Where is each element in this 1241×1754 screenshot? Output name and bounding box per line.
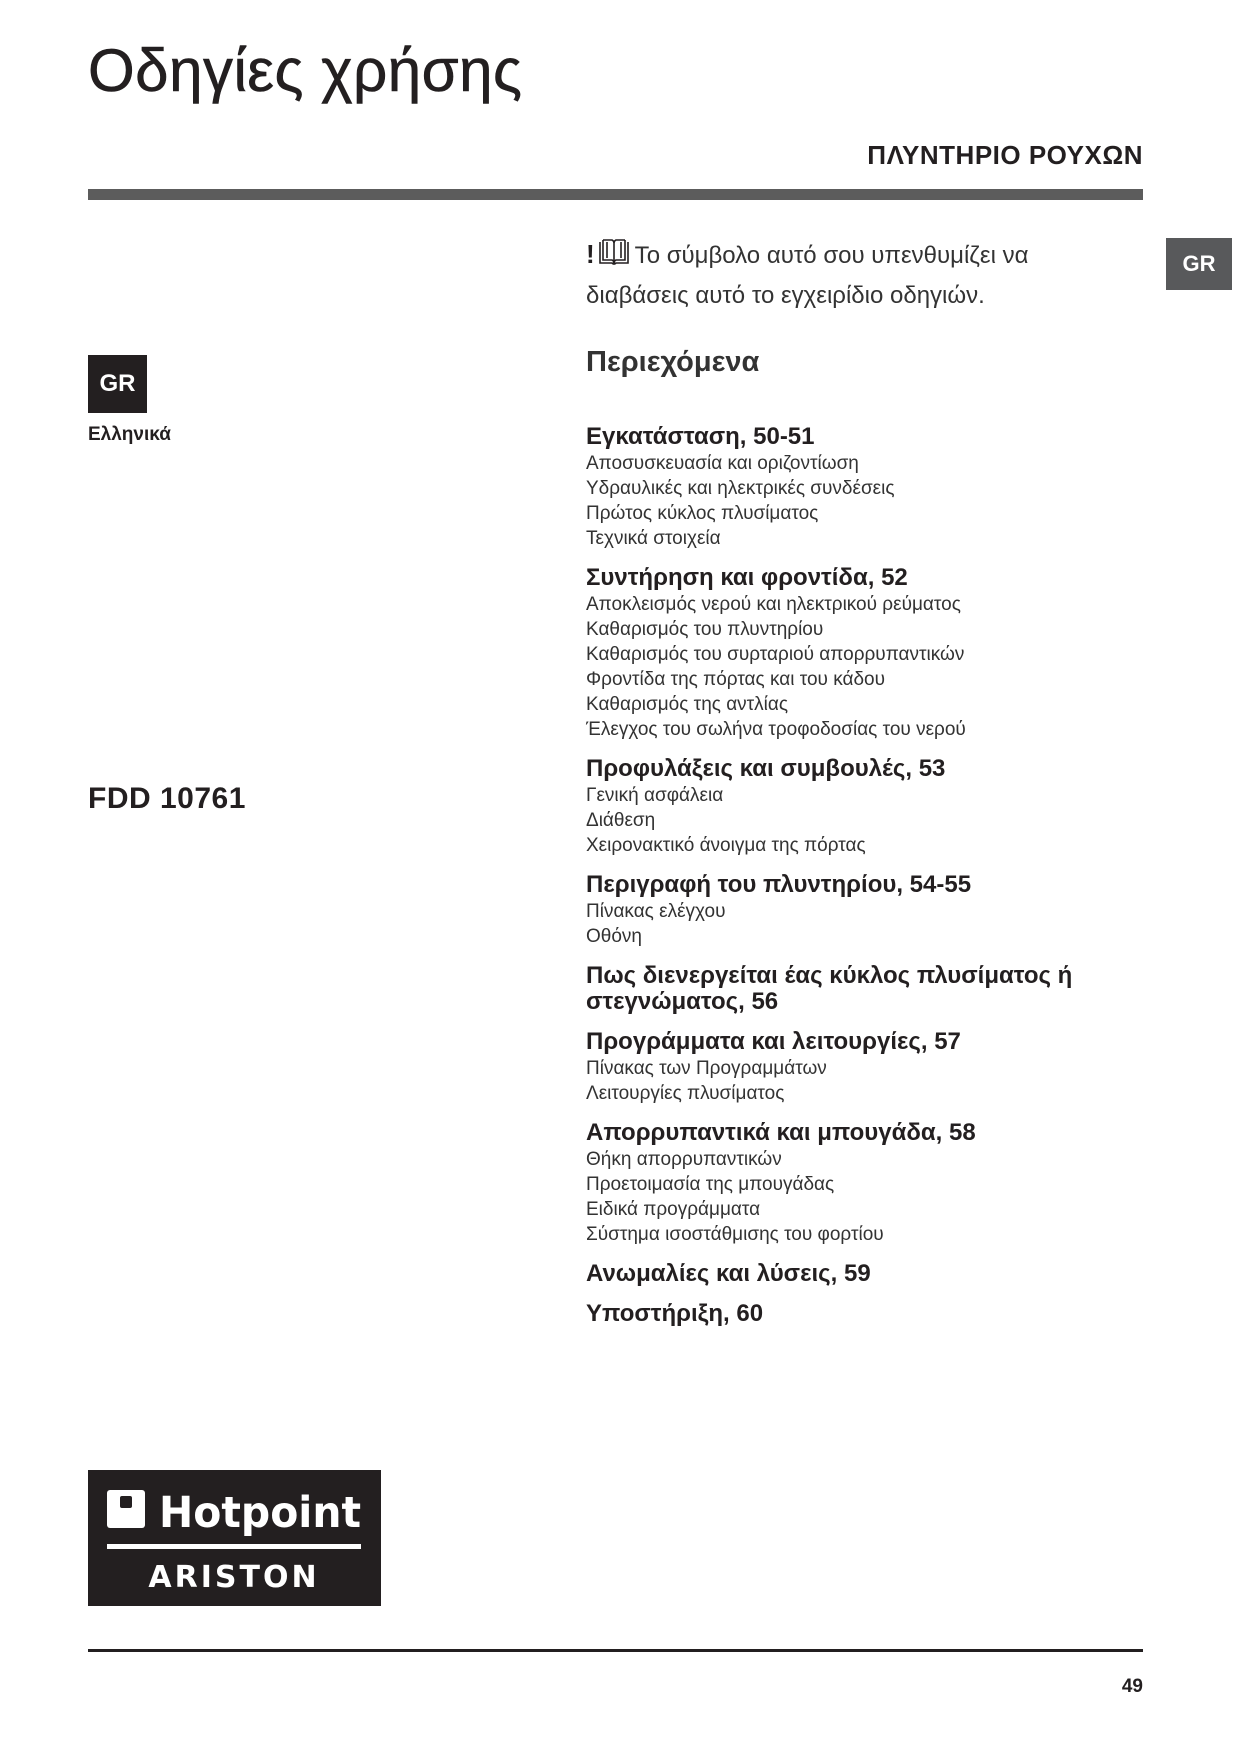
product-type: ΠΛΥΝΤΗΡΙΟ ΡΟΥΧΩΝ: [867, 140, 1143, 170]
toc-item: Πρώτος κύκλος πλυσίματος: [586, 503, 819, 524]
page-title: Οδηγίες χρήσης: [88, 37, 523, 104]
toc-section-title: Πως διενεργείται έας κύκλος πλυσίματος ή στεγνώματος, 56: [586, 962, 1073, 1015]
toc-section-title: Συντήρηση και φροντίδα, 52: [586, 564, 908, 591]
toc-item: Έλεγχος του σωλήνα τροφοδοσίας του νερού: [586, 719, 966, 740]
toc-section: [586, 1120, 1126, 1247]
toc-section: [586, 872, 1126, 949]
toc-section: [586, 1261, 1126, 1287]
toc-section-title: Προφυλάξεις και συμβουλές, 53: [586, 755, 946, 782]
logo-brand-text: Hotpoint: [159, 1488, 361, 1538]
read-manual-notice: [586, 236, 1126, 314]
toc-item: Σύστημα ισοστάθμισης του φορτίου: [586, 1224, 884, 1245]
toc-section: [586, 1301, 1126, 1327]
language-side-tab: GR: [1166, 238, 1232, 290]
toc-item: Οθόνη: [586, 926, 642, 947]
toc-section-title: Ανωμαλίες και λύσεις, 59: [586, 1260, 871, 1287]
page-number: 49: [1121, 1676, 1143, 1697]
toc-item: Χειρονακτικό άνοιγμα της πόρτας: [586, 835, 866, 856]
toc-item: Καθαρισμός του συρταριού απορρυπαντικών: [586, 644, 965, 665]
table-of-contents: [586, 424, 1126, 1341]
toc-item: Πίνακας ελέγχου: [586, 901, 726, 922]
toc-section: [586, 424, 1126, 551]
toc-item: Ειδικά προγράμματα: [586, 1199, 761, 1220]
toc-section: [586, 1029, 1126, 1106]
toc-section-title: Υποστήριξη, 60: [586, 1300, 764, 1327]
manual-book-icon: [597, 238, 631, 277]
toc-section: [586, 756, 1126, 858]
footer-divider: [88, 1649, 1143, 1652]
toc-section-title: Περιγραφή του πλυντηρίου, 54-55: [586, 871, 972, 898]
toc-item: Θήκη απορρυπαντικών: [586, 1149, 782, 1170]
language-badge: GR: [88, 355, 147, 413]
toc-item: Γενική ασφάλεια: [586, 785, 724, 806]
language-label: Ελληνικά: [88, 424, 171, 445]
toc-item: Τεχνικά στοιχεία: [586, 528, 721, 549]
toc-section: [586, 565, 1126, 742]
toc-item: Λειτουργίες πλυσίματος: [586, 1083, 785, 1104]
warning-mark: !: [586, 239, 595, 269]
notice-text: Το σύμβολο αυτό σου υπενθυμίζει να διαβάσεις αυτό το εγχειρίδιο οδηγιών.: [586, 242, 1029, 309]
toc-item: Αποκλεισμός νερού και ηλεκτρικού ρεύματος: [586, 594, 961, 615]
toc-item: Προετοιμασία της μπουγάδας: [586, 1174, 835, 1195]
model-number: FDD 10761: [88, 782, 246, 815]
toc-item: Διάθεση: [586, 810, 656, 831]
toc-item: Καθαρισμός της αντλίας: [586, 694, 789, 715]
toc-section-title: Προγράμματα και λειτουργίες, 57: [586, 1028, 961, 1055]
toc-item: Υδραυλικές και ηλεκτρικές συνδέσεις: [586, 478, 895, 499]
toc-item: Καθαρισμός του πλυντηρίου: [586, 619, 824, 640]
toc-section: [586, 963, 1126, 1015]
toc-section-title: Απορρυπαντικά και μπουγάδα, 58: [586, 1119, 976, 1146]
logo-sub-text: ARISTON: [148, 1560, 320, 1595]
toc-item: Αποσυσκευασία και οριζοντίωση: [586, 453, 859, 474]
hotpoint-ariston-logo: [88, 1470, 381, 1606]
toc-item: Πίνακας των Προγραμμάτων: [586, 1058, 827, 1079]
header-divider: [88, 189, 1143, 200]
toc-section-title: Εγκατάσταση, 50-51: [586, 423, 815, 450]
contents-heading: Περιεχόμενα: [586, 346, 760, 378]
toc-item: Φροντίδα της πόρτας και του κάδου: [586, 669, 885, 690]
